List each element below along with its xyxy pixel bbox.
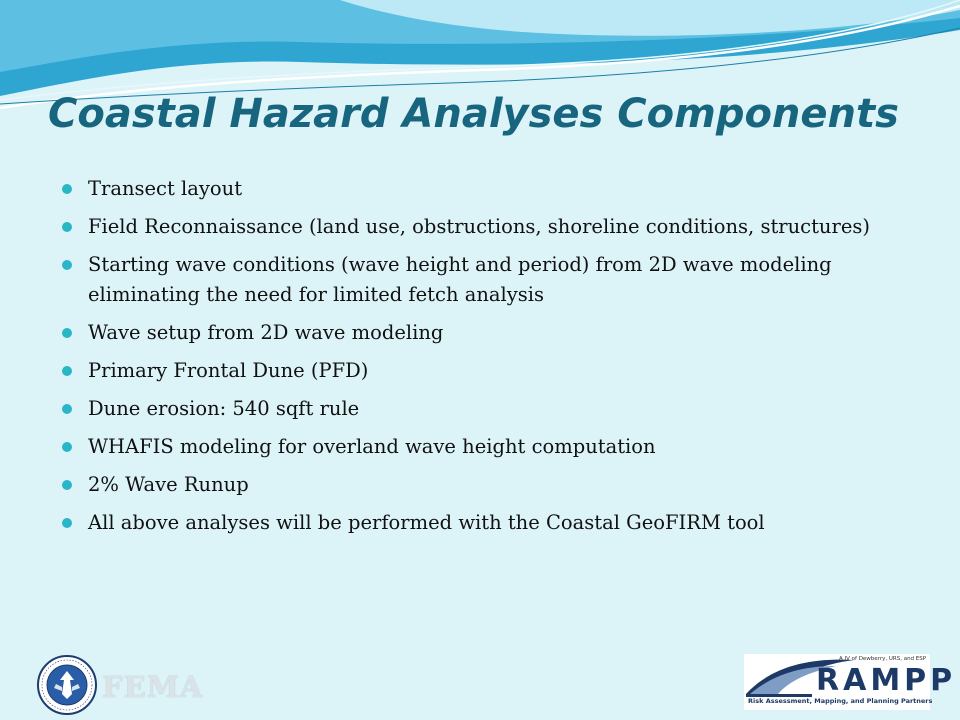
list-item bbox=[62, 212, 882, 242]
slide-title: Coastal Hazard Analyses Components bbox=[48, 91, 899, 137]
bullet-text: All above analyses will be performed with the Coastal GeoFIRM tool bbox=[88, 511, 765, 534]
bullet-text: Wave setup from 2D wave modeling bbox=[88, 321, 444, 344]
list-item bbox=[62, 508, 882, 538]
list-item bbox=[62, 318, 882, 348]
rampp-tagline: Risk Assessment, Mapping, and Planning Partners bbox=[748, 697, 933, 705]
bullet-dot-icon bbox=[62, 260, 72, 270]
fema-wordmark: FEMA bbox=[102, 670, 204, 704]
bullet-text: 2% Wave Runup bbox=[88, 473, 249, 496]
bullet-dot-icon bbox=[62, 366, 72, 376]
bullet-text: Primary Frontal Dune (PFD) bbox=[88, 359, 369, 382]
fema-logo bbox=[36, 654, 216, 718]
bullet-text: Dune erosion: 540 sqft rule bbox=[88, 397, 360, 420]
list-item bbox=[62, 250, 882, 310]
bullet-text: WHAFIS modeling for overland wave height computation bbox=[88, 435, 656, 458]
bullet-dot-icon bbox=[62, 184, 72, 194]
rampp-logo bbox=[744, 654, 957, 710]
dhs-seal-icon bbox=[36, 654, 98, 716]
bullet-dot-icon bbox=[62, 442, 72, 452]
bullet-dot-icon bbox=[62, 222, 72, 232]
bullet-text: Starting wave conditions (wave height and period) from 2D wave modeling eliminating the need for limited fetch analysis bbox=[88, 253, 832, 306]
bullet-dot-icon bbox=[62, 404, 72, 414]
list-item bbox=[62, 174, 882, 204]
rampp-wordmark: RAMPP bbox=[816, 663, 957, 698]
list-item bbox=[62, 432, 882, 462]
bullet-text: Transect layout bbox=[88, 177, 243, 200]
rampp-jv-text: A JV of Dewberry, URS, and ESP bbox=[839, 656, 927, 662]
bullet-dot-icon bbox=[62, 518, 72, 528]
bullet-dot-icon bbox=[62, 328, 72, 338]
list-item bbox=[62, 470, 882, 500]
bullet-dot-icon bbox=[62, 480, 72, 490]
bullet-text: Field Reconnaissance (land use, obstructions, shoreline conditions, structures) bbox=[88, 215, 870, 238]
bullet-list bbox=[62, 174, 882, 546]
list-item bbox=[62, 394, 882, 424]
list-item bbox=[62, 356, 882, 386]
